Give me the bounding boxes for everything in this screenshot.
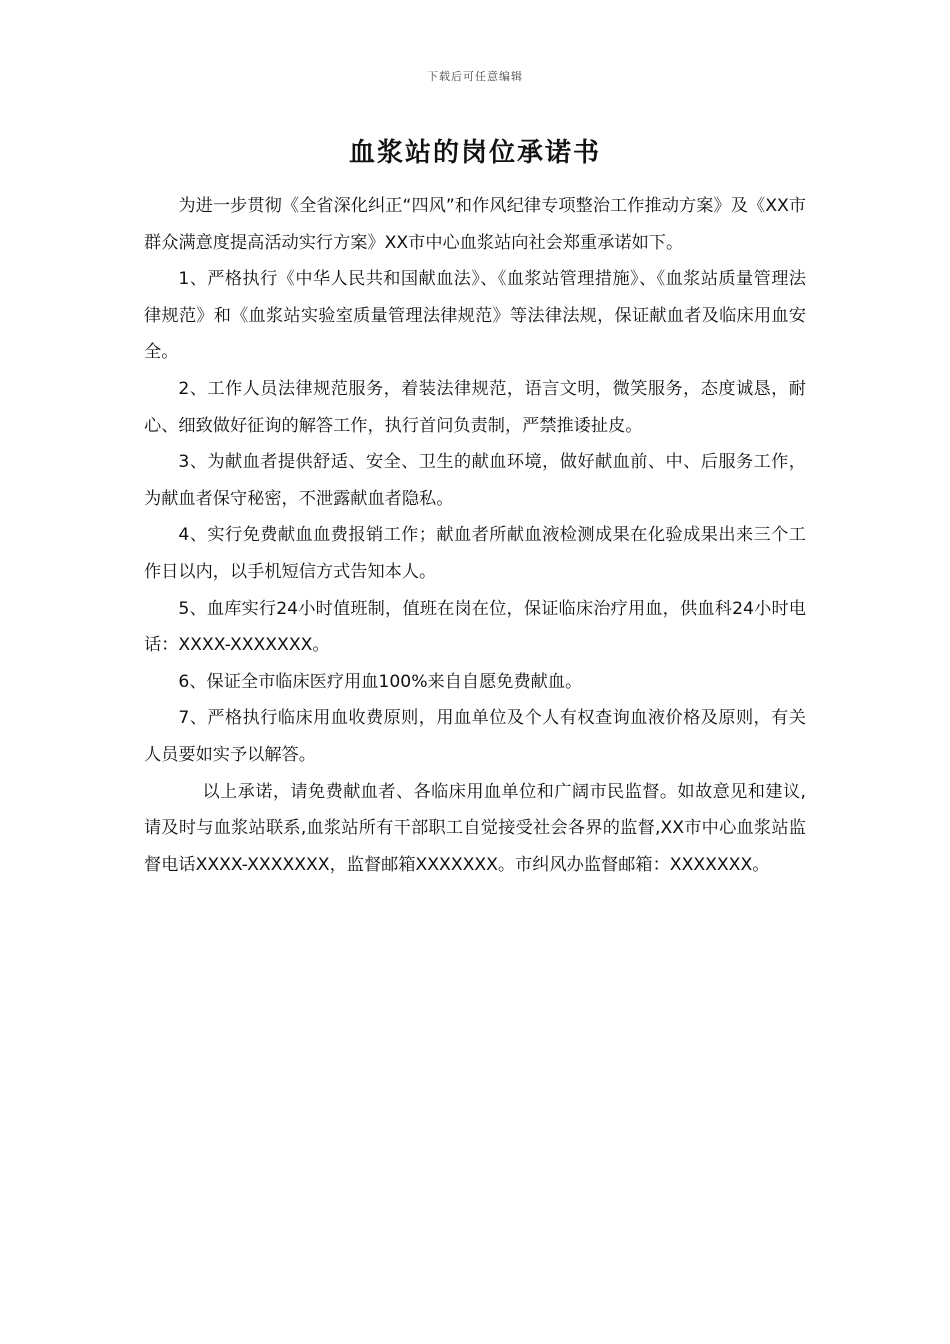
commitment-item-4: 4、实行免费献血血费报销工作；献血者所献血液检测成果在化验成果出来三个工作日以内，以手机短信方式告知本人。 (144, 525, 806, 582)
commitment-item-5: 5、血库实行24小时值班制，值班在岗在位，保证临床治疗用血，供血科24小时电话：XXXX-XXXXXXX。 (144, 598, 806, 656)
commitment-item-7: 7、严格执行临床用血收费原则，用血单位及个人有权查询血液价格及原则，有关人员要如实予以解答。 (144, 708, 806, 765)
commitment-item-3: 3、为献血者提供舒适、安全、卫生的献血环境，做好献血前、中、后服务工作，为献血者保守秘密，不泄露献血者隐私。 (144, 452, 806, 509)
closing-paragraph: 以上承诺，请免费献血者、各临床用血单位和广阔市民监督。如故意见和建议,请及时与血浆站联系,血浆站所有干部职工自觉接受社会各界的监督,XX市中心血浆站监督电话XXXX-XXXXXXX，监督邮箱XXXXXXX。市纠风办监督邮箱：XXXXXXX。 (144, 781, 806, 875)
commitment-item-1: 1、严格执行《中华人民共和国献血法》、《血浆站管理措施》、《血浆站质量管理法律规范》和《血浆站实验室质量管理法律规范》等法律法规，保证献血者及临床用血安全。 (144, 269, 806, 363)
commitment-item-6: 6、保证全市临床医疗用血100%来自自愿免费献血。 (178, 671, 583, 692)
document-body (144, 188, 806, 883)
document-title: 血浆站的岗位承诺书 (348, 138, 601, 168)
commitment-item-2: 2、工作人员法律规范服务，着装法律规范，语言文明，微笑服务，态度诚恳，耐心、细致做好征询的解答工作，执行首问负责制，严禁推诿扯皮。 (144, 378, 806, 436)
intro-paragraph: 为进一步贯彻《全省深化纠正“四风”和作风纪律专项整治工作推动方案》及《XX市群众满意度提高活动实行方案》XX市中心血浆站向社会郑重承诺如下。 (144, 196, 806, 253)
header-note: 下载后可任意编辑 (427, 70, 523, 83)
